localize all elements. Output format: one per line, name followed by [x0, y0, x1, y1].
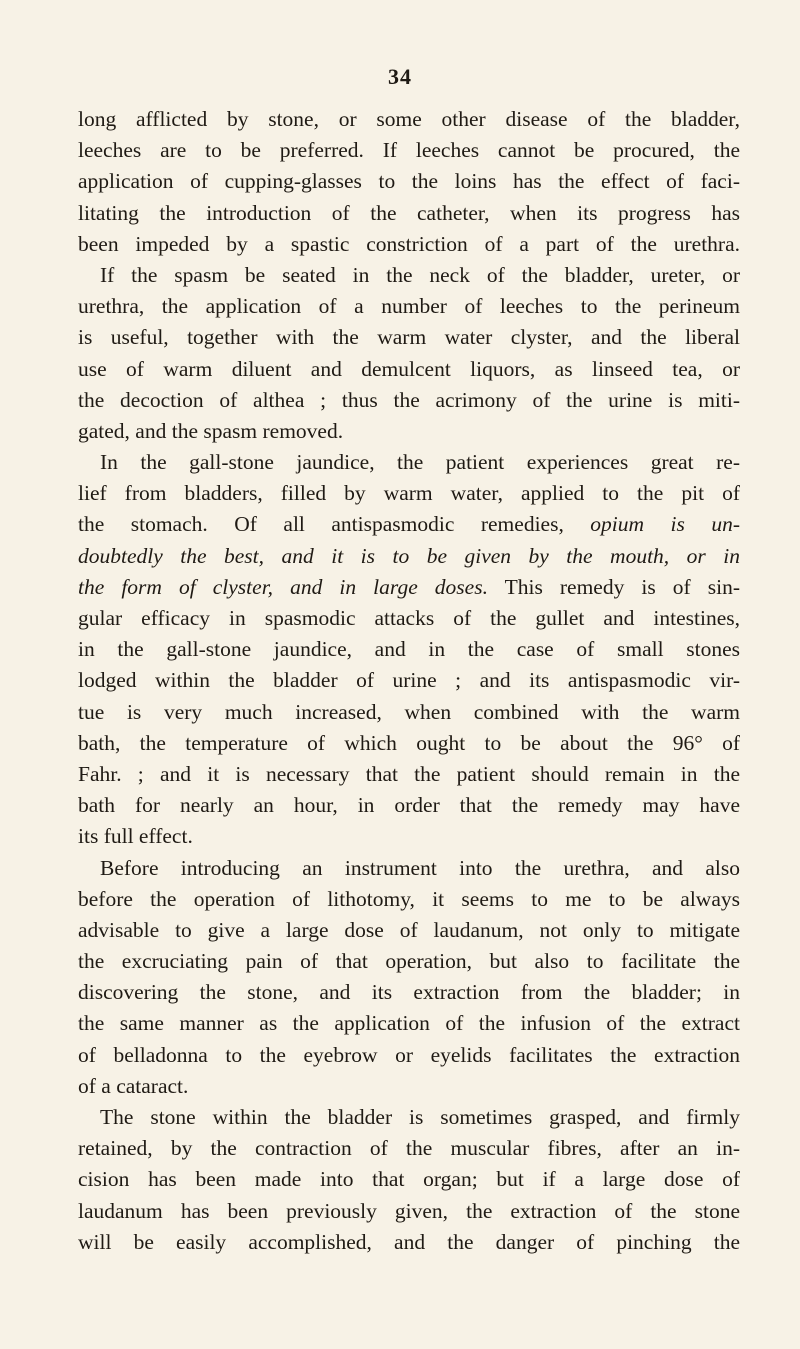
text-line	[78, 1133, 740, 1164]
text-segment: litating the introduction of the catheter, when its progress has	[78, 200, 740, 225]
text-segment: of belladonna to the eyebrow or eyelids facilitates the extraction	[78, 1042, 740, 1067]
text-line	[78, 291, 740, 322]
text-line	[78, 790, 740, 821]
text-segment: Before introducing an instrument into the urethra, and also	[100, 855, 740, 880]
text-line	[78, 697, 740, 728]
text-line	[78, 166, 740, 197]
text-segment: been impeded by a spastic constriction of a part of the urethra.	[78, 231, 740, 256]
text-line	[78, 634, 740, 665]
text-line	[78, 946, 740, 977]
text-segment: the excruciating pain of that operation, but also to facilitate the	[78, 949, 740, 974]
text-line	[78, 884, 740, 915]
text-segment: before the operation of lithotomy, it seems to me to be always	[78, 886, 740, 911]
text-segment: tue is very much increased, when combined with the warm	[78, 699, 740, 724]
text-segment: of a cataract.	[78, 1073, 189, 1098]
text-line	[78, 541, 740, 572]
text-segment: bath, the temperature of which ought to be about the 96° of	[78, 730, 740, 755]
text-line	[78, 572, 740, 603]
text-line	[78, 229, 740, 260]
italic-text-segment: the form of clyster, and in large doses.	[78, 574, 488, 599]
text-segment: The stone within the bladder is sometimes grasped, and firmly	[100, 1105, 740, 1129]
text-line	[78, 198, 740, 229]
text-segment: discovering the stone, and its extraction from the bladder; in	[78, 980, 740, 1005]
text-line	[78, 1008, 740, 1039]
text-line	[78, 821, 740, 852]
text-segment: is useful, together with the warm water clyster, and the liberal	[78, 325, 740, 350]
text-segment: lief from bladders, filled by warm water, applied to the pit of	[78, 481, 740, 506]
text-line	[78, 354, 740, 385]
text-line	[78, 104, 740, 135]
text-segment: leeches are to be preferred. If leeches cannot be procured, the	[78, 138, 740, 163]
text-line	[78, 509, 740, 540]
body-text	[78, 104, 740, 1258]
text-line	[78, 260, 740, 291]
text-segment: lodged within the bladder of urine ; and its antispasmodic vir-	[78, 668, 740, 693]
text-segment: application of cupping-glasses to the loins has the effect of faci-	[78, 169, 740, 194]
text-segment: gular efficacy in spasmodic attacks of the gullet and intestines,	[78, 606, 740, 630]
text-segment: Fahr. ; and it is necessary that the patient should remain in the	[78, 761, 740, 786]
page-number: 34	[388, 64, 412, 89]
text-segment: the same manner as the application of the infusion of the extract	[78, 1011, 740, 1036]
text-segment: long afflicted by stone, or some other disease of the bladder,	[78, 107, 740, 131]
text-line	[78, 728, 740, 759]
text-segment: use of warm diluent and demulcent liquors, as linseed tea, or	[78, 356, 740, 381]
text-segment: its full effect.	[78, 824, 193, 849]
text-segment: cision has been made into that organ; but if a large dose of	[78, 1167, 740, 1192]
text-segment: In the gall-stone jaundice, the patient experiences great re-	[100, 450, 740, 475]
text-line	[78, 603, 740, 634]
italic-text-segment: opium is un-	[590, 512, 740, 537]
text-segment: If the spasm be seated in the neck of the bladder, ureter, or	[100, 262, 740, 287]
text-segment: the stomach. Of all antispasmodic remedies,	[78, 512, 591, 537]
text-line	[78, 759, 740, 790]
text-line	[78, 1196, 740, 1227]
text-line	[78, 416, 740, 447]
text-line	[78, 1102, 740, 1133]
text-segment: retained, by the contraction of the muscular fibres, after an in-	[78, 1136, 740, 1161]
italic-text-segment: doubtedly the best, and it is to be given by the mouth, or in	[78, 543, 740, 568]
text-line	[78, 322, 740, 353]
text-segment: advisable to give a large dose of laudanum, not only to mitigate	[78, 917, 740, 942]
text-segment: the decoction of althea ; thus the acrimony of the urine is miti-	[78, 387, 740, 412]
text-segment: This remedy is of sin-	[487, 574, 740, 599]
text-segment: laudanum has been previously given, the extraction of the stone	[78, 1198, 740, 1223]
text-line	[78, 1164, 740, 1195]
text-line	[78, 1040, 740, 1071]
text-line	[78, 977, 740, 1008]
text-line	[78, 1071, 740, 1102]
text-segment: gated, and the spasm removed.	[78, 418, 344, 443]
text-line	[78, 915, 740, 946]
text-line	[78, 385, 740, 416]
text-segment: urethra, the application of a number of leeches to the perineum	[78, 294, 740, 319]
text-line	[78, 135, 740, 166]
text-segment: will be easily accomplished, and the danger of pinching the	[78, 1229, 740, 1254]
text-line	[78, 447, 740, 478]
text-line	[78, 665, 740, 696]
text-line	[78, 478, 740, 509]
text-segment: bath for nearly an hour, in order that the remedy may have	[78, 793, 740, 818]
text-segment: in the gall-stone jaundice, and in the case of small stones	[78, 637, 740, 662]
text-line	[78, 1227, 740, 1258]
text-line	[78, 853, 740, 884]
